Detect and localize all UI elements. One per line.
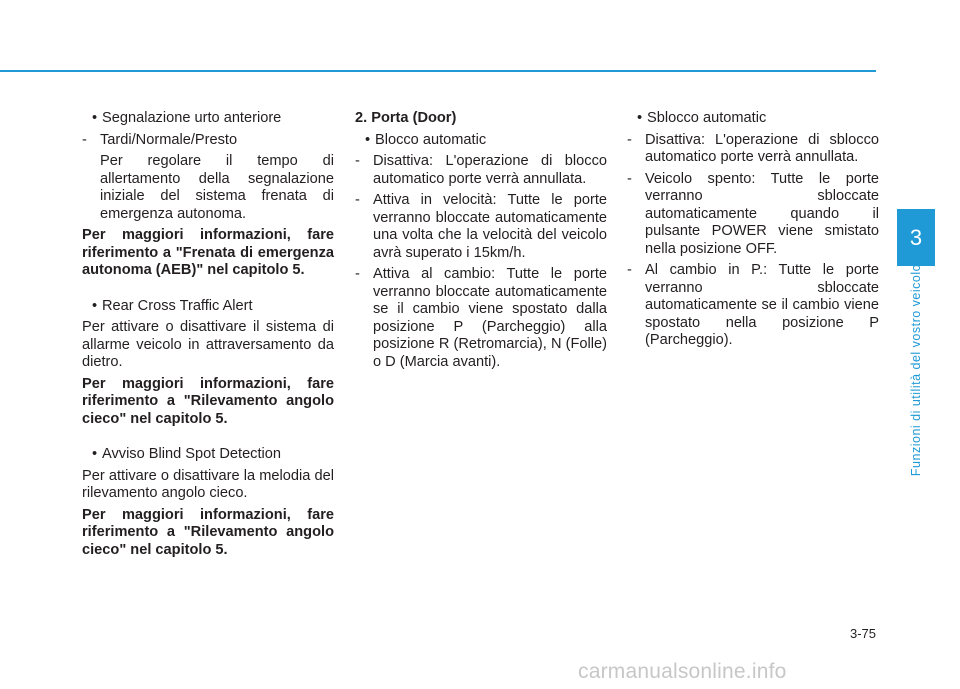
- column-right: [627, 110, 879, 350]
- bullet-item: • Segnalazione urto anteriore: [82, 110, 334, 128]
- reference-note: Per maggiori informazioni, fare riferimento a "Rilevamento angolo cieco" nel capitolo 5.: [82, 375, 334, 427]
- watermark: carmanualsonline.info: [578, 660, 787, 683]
- dash-item: - Al cambio in P.: Tutte le porte verranno sbloccate automaticamente se il cambio viene spostato nella posizione P (Parcheggio).: [627, 262, 879, 350]
- dash-item: - Disattiva: L'operazione di sblocco automatico porte verrà annullata.: [627, 132, 879, 167]
- header-rule: [0, 70, 876, 72]
- paragraph: Per regolare il tempo di allertamento della segnalazione iniziale del sistema frenata di emergenza autonoma.: [100, 153, 334, 222]
- dash-item: - Tardi/Normale/Presto: [82, 132, 334, 150]
- dash-item: - Veicolo spento: Tutte le porte verranno sbloccate automaticamente quando il pulsante POWER viene smistato nella posizione OFF.: [627, 171, 879, 259]
- section-heading: 2. Porta (Door): [355, 110, 457, 126]
- chapter-title: Funzioni di utilità del vostro veicolo: [909, 263, 923, 477]
- chapter-number: 3: [909, 224, 923, 250]
- column-left: [82, 110, 334, 559]
- reference-note: Per maggiori informazioni, fare riferimento a "Frenata di emergenza autonoma (AEB)" nel capitolo 5.: [82, 227, 334, 278]
- reference-note: Per maggiori informazioni, fare riferimento a "Rilevamento angolo cieco" nel capitolo 5.: [82, 506, 334, 558]
- bullet-item: • Blocco automatic: [355, 132, 607, 150]
- column-middle: [355, 110, 607, 371]
- paragraph: Per attivare o disattivare il sistema di allarme veicolo in attraversamento da dietro.: [82, 319, 334, 370]
- bullet-item: • Sblocco automatic: [627, 110, 879, 128]
- chapter-tab: [897, 209, 935, 266]
- dash-item: - Attiva al cambio: Tutte le porte verranno bloccate automaticamente se il cambio viene spostato dalla posizione P (Parcheggio) alla posizione R (Retromarcia), N (Folle) o D (Marcia avanti).: [355, 266, 607, 371]
- bullet-item: • Rear Cross Traffic Alert: [82, 298, 334, 316]
- bullet-item: • Avviso Blind Spot Detection: [82, 446, 334, 464]
- dash-item: - Disattiva: L'operazione di blocco automatico porte verrà annullata.: [355, 153, 607, 188]
- paragraph: Per attivare o disattivare la melodia del rilevamento angolo cieco.: [82, 467, 334, 501]
- page-number: 3-75: [849, 626, 876, 641]
- dash-item: - Attiva in velocità: Tutte le porte verranno bloccate automaticamente una volta che la velocità del veicolo avrà superato i 15km/h.: [355, 192, 607, 262]
